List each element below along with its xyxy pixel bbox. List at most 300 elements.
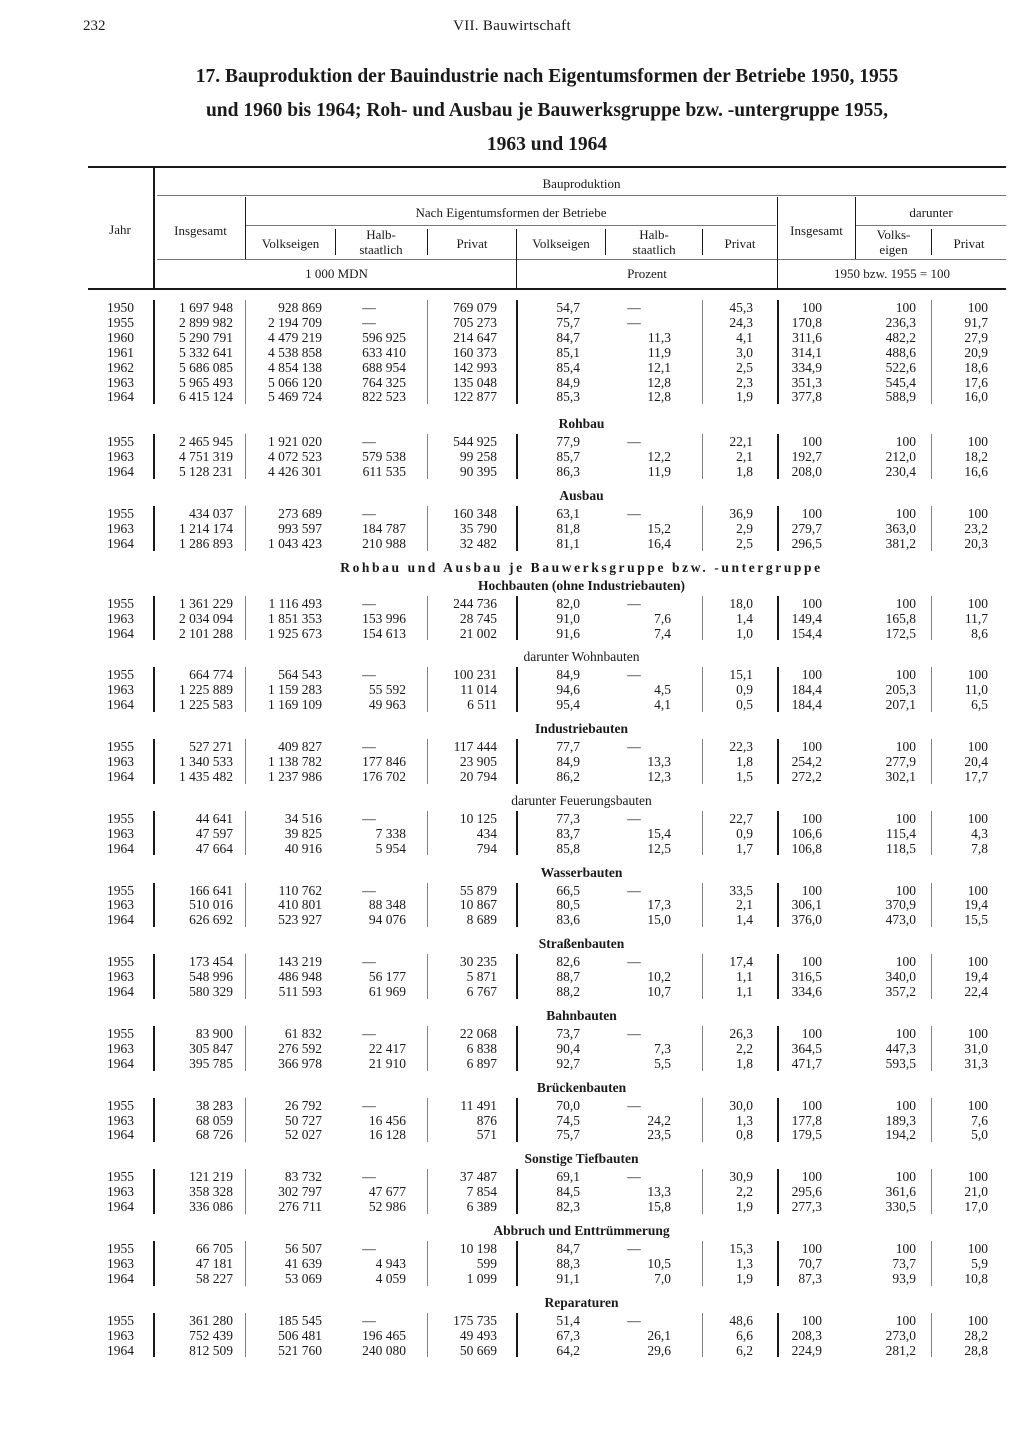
cell-year: 1955 [107,506,134,521]
cell-volkseigen-pct: 88,3 [556,1255,580,1271]
cell-halbstaatlich: 56 177 [368,969,406,985]
cell-volkseigen: 4 426 301 [268,464,322,480]
cell-privat-pct: 30,9 [729,1169,753,1185]
cell-privat: 244 736 [453,595,497,611]
section-title: darunter Wohnbauten [523,649,640,665]
cell-privat: 6 897 [466,1055,497,1071]
cell-halbstaatlich: — [362,739,376,755]
cell-halbstaatlich-pct: 7,4 [654,625,671,641]
cell-insgesamt-index: 106,8 [791,840,822,856]
cell-privat: 175 735 [453,1312,497,1328]
cell-halbstaatlich-pct: 12,3 [647,768,671,784]
cell-halbstaatlich: — [362,882,376,898]
cell-halbstaatlich-pct: 4,1 [654,697,671,713]
cell-privat: 6 838 [466,1040,497,1056]
cell-privat: 876 [476,1112,497,1128]
bauproduktion-underline [157,195,1006,196]
cell-insgesamt-index: 170,8 [791,314,822,330]
column-bar [777,667,779,712]
halbstaatlich-pct-line-2: staatlich [632,242,676,257]
cell-halbstaatlich: — [362,667,376,683]
cell-volkseigen-pct: 82,3 [556,1199,580,1215]
cell-insgesamt-index: 100 [801,1241,822,1256]
cell-insgesamt-index: 100 [801,1025,822,1041]
cell-privat-index: 10,8 [964,1270,988,1286]
cell-volkseigen: 2 194 709 [268,314,322,330]
cell-year: 1963 [107,825,134,841]
cell-privat: 117 444 [453,739,497,755]
cell-volkseigen: 523 927 [278,912,322,928]
cell-insgesamt-index: 316,5 [791,969,822,985]
cell-volkseigen-pct: 66,5 [556,882,580,898]
cell-privat-pct: 22,3 [729,739,753,755]
cell-insgesamt: 47 597 [195,825,233,841]
cell-volkseigen: 185 545 [278,1312,322,1328]
cell-insgesamt: 548 996 [189,969,233,985]
cell-volkseigen-index: 330,5 [885,1199,916,1215]
cell-halbstaatlich: 94 076 [368,912,406,928]
cell-halbstaatlich-pct: — [627,300,641,315]
cell-halbstaatlich-pct: 7,0 [654,1270,671,1286]
cell-halbstaatlich-pct: — [627,1241,641,1256]
cell-insgesamt-index: 100 [801,954,822,970]
column-bar [427,434,428,479]
column-bar [702,1241,703,1286]
section-title: Brückenbauten [536,1079,627,1095]
cell-halbstaatlich: — [362,1169,376,1185]
cell-halbstaatlich: 22 417 [368,1040,406,1056]
col-header-insgesamt-index: Insgesamt [790,223,843,238]
cell-privat-pct: 2,3 [736,374,753,390]
cell-privat-pct: 1,1 [736,984,753,999]
column-bar [777,300,779,404]
cell-privat-index: 19,4 [964,969,988,985]
cell-insgesamt-index: 377,8 [791,389,822,405]
cell-privat: 135 048 [453,374,497,390]
column-bar [931,739,932,784]
cell-halbstaatlich-pct: — [627,434,641,450]
column-bar [516,883,518,928]
halbstaatlich-line-2: staatlich [359,242,403,257]
cell-volkseigen-index: 100 [895,1241,916,1256]
column-bar [516,506,518,551]
cell-year: 1955 [107,810,134,826]
cell-year: 1964 [107,625,134,641]
cell-volkseigen-pct: 73,7 [556,1025,580,1041]
column-bar [245,596,246,641]
cell-privat-index: 100 [967,1241,988,1256]
column-bar [516,300,518,404]
cell-year: 1955 [107,882,134,898]
cell-privat: 37 487 [459,1169,497,1185]
cell-insgesamt-index: 279,7 [791,520,822,536]
column-bar [153,1169,155,1214]
cell-year: 1955 [107,314,134,330]
cell-year: 1955 [107,739,134,755]
cell-insgesamt: 1 286 893 [179,535,233,551]
column-bar [702,596,703,641]
cell-year: 1955 [107,595,134,611]
cell-year: 1963 [107,1255,134,1271]
cell-halbstaatlich-pct: — [627,882,641,898]
cell-volkseigen: 41 639 [284,1255,322,1271]
column-bar [516,1026,518,1071]
column-bar [245,1241,246,1286]
column-bar [516,1241,518,1286]
cell-privat: 99 258 [459,449,497,465]
cell-insgesamt: 166 641 [189,882,233,898]
cell-volkseigen: 273 689 [278,506,322,521]
cell-insgesamt-index: 334,9 [791,359,822,375]
column-bar [702,1098,703,1143]
cell-halbstaatlich: 4 059 [375,1270,406,1286]
cell-halbstaatlich-pct: — [627,810,641,826]
column-bar [427,667,428,712]
cell-year: 1964 [107,768,134,784]
cell-year: 1963 [107,969,134,985]
cell-halbstaatlich: 688 954 [362,359,406,375]
cell-privat-pct: 1,9 [736,1199,753,1215]
column-bar [516,1169,518,1214]
cell-volkseigen: 5 469 724 [268,389,322,405]
halbstaatlich-line-1: Halb- [366,227,396,242]
cell-privat-index: 100 [967,595,988,611]
cell-privat: 122 877 [453,389,497,405]
cell-volkseigen: 276 592 [278,1040,322,1056]
cell-privat-index: 100 [967,1097,988,1113]
cell-volkseigen-pct: 84,7 [556,329,580,345]
cell-volkseigen-index: 488,6 [885,344,916,360]
cell-year: 1964 [107,1270,134,1286]
cell-volkseigen-index: 340,0 [885,969,916,985]
cell-year: 1964 [107,464,134,480]
cell-volkseigen-index: 172,5 [885,625,916,641]
column-bar [245,506,246,551]
cell-year: 1963 [107,449,134,465]
column-bar [702,811,703,856]
cell-year: 1955 [107,1097,134,1113]
cell-privat-pct: 18,0 [729,595,753,611]
cell-volkseigen: 276 711 [278,1199,322,1215]
cell-halbstaatlich-pct: — [627,739,641,755]
column-bar [931,506,932,551]
cell-insgesamt-index: 100 [801,667,822,683]
column-bar [427,1098,428,1143]
cell-halbstaatlich-pct: 16,4 [647,535,671,551]
column-bar [245,883,246,928]
col-header-volkseigen-pct: Volkseigen [532,236,590,251]
cell-insgesamt-index: 295,6 [791,1184,822,1200]
cell-volkseigen-index: 100 [895,1097,916,1113]
cell-insgesamt-index: 208,3 [791,1327,822,1343]
col-header-privat-pct: Privat [724,236,756,251]
cell-year: 1964 [107,535,134,551]
cell-insgesamt: 47 664 [195,840,233,856]
column-bar [777,1026,779,1071]
cell-halbstaatlich: 52 986 [368,1199,406,1215]
column-bar [931,1169,932,1214]
column-bar [153,506,155,551]
cell-insgesamt-index: 149,4 [791,610,822,626]
cell-insgesamt-index: 100 [801,300,822,315]
cell-volkseigen: 1 159 283 [268,682,322,698]
cell-volkseigen-pct: 91,6 [556,625,580,641]
cell-year: 1963 [107,610,134,626]
cell-volkseigen-index: 370,9 [885,897,916,913]
cell-volkseigen-index: 165,8 [885,610,916,626]
cell-year: 1963 [107,520,134,536]
cell-year: 1955 [107,434,134,450]
cell-insgesamt: 1 214 174 [179,520,233,536]
column-bar [245,667,246,712]
cell-volkseigen-index: 522,6 [885,359,916,375]
cell-privat-pct: 1,4 [736,610,753,626]
column-bar [516,667,518,712]
unit-label-index: 1950 bzw. 1955 = 100 [834,266,950,281]
cell-privat: 160 348 [453,506,497,521]
cell-year: 1955 [107,667,134,683]
cell-volkseigen-index: 473,0 [885,912,916,928]
cell-privat-index: 7,6 [971,1112,988,1128]
cell-volkseigen: 4 479 219 [268,329,322,345]
cell-volkseigen: 928 869 [278,300,322,315]
table-title-line-2: und 1960 bis 1964; Roh- und Ausbau je Bauwerksgruppe bzw. -untergruppe 1955, [205,100,889,121]
column-bar [153,1098,155,1143]
column-bar [153,811,155,856]
cell-volkseigen: 409 827 [278,739,322,755]
cell-volkseigen-pct: 85,4 [556,359,580,375]
cell-insgesamt-index: 100 [801,506,822,521]
cell-privat: 22 068 [459,1025,497,1041]
cell-privat-index: 18,6 [964,359,988,375]
cell-volkseigen-index: 482,2 [885,329,916,345]
cell-volkseigen: 61 832 [284,1025,322,1041]
column-bar [777,739,779,784]
cell-privat: 8 689 [466,912,497,928]
cell-insgesamt-index: 154,4 [791,625,822,641]
cell-privat-index: 21,0 [964,1184,988,1200]
cell-volkseigen-pct: 94,6 [556,682,580,698]
cell-halbstaatlich: — [362,1241,376,1256]
cell-privat-pct: 2,9 [736,520,753,536]
cell-insgesamt: 1 225 583 [179,697,233,713]
col-header-nach-eigentumsformen: Nach Eigentumsformen der Betriebe [415,205,607,220]
cell-insgesamt-index: 100 [801,1312,822,1328]
cell-volkseigen: 1 169 109 [268,697,322,713]
cell-volkseigen: 486 948 [278,969,322,985]
cell-halbstaatlich-pct: — [627,314,641,330]
section-title: Rohbau und Ausbau je Bauwerksgruppe bzw. -untergruppe [340,559,823,575]
cell-insgesamt: 2 101 288 [179,625,233,641]
cell-volkseigen: 1 237 986 [268,768,322,784]
cell-volkseigen-pct: 83,7 [556,825,580,841]
cell-year: 1955 [107,1241,134,1256]
cell-privat-pct: 36,9 [729,506,753,521]
cell-halbstaatlich: 47 677 [368,1184,406,1200]
cell-privat-index: 15,5 [964,912,988,928]
cell-year: 1963 [107,374,134,390]
cell-privat-pct: 45,3 [729,300,753,315]
cell-insgesamt: 510 016 [189,897,233,913]
column-bar [702,300,703,404]
cell-volkseigen: 521 760 [278,1342,322,1358]
cell-privat-pct: 1,1 [736,969,753,985]
cell-halbstaatlich-pct: — [627,595,641,611]
cell-volkseigen: 4 072 523 [268,449,322,465]
column-bar [427,883,428,928]
cell-volkseigen-index: 100 [895,300,916,315]
cell-volkseigen-index: 273,0 [885,1327,916,1343]
cell-privat: 30 235 [459,954,497,970]
cell-year: 1962 [107,359,134,375]
cell-volkseigen: 366 978 [278,1055,322,1071]
cell-halbstaatlich: 596 925 [362,329,406,345]
cell-year: 1961 [107,344,134,360]
column-bar [153,1241,155,1286]
cell-volkseigen-pct: 92,7 [556,1055,580,1071]
cell-privat-index: 100 [967,506,988,521]
cell-year: 1955 [107,1312,134,1328]
cell-insgesamt-index: 296,5 [791,535,822,551]
cell-volkseigen-index: 100 [895,810,916,826]
cell-insgesamt: 1 225 889 [179,682,233,698]
cell-privat-pct: 1,4 [736,912,753,928]
cell-insgesamt-index: 70,7 [798,1255,822,1271]
cell-privat: 49 493 [459,1327,497,1343]
column-bar [245,811,246,856]
cell-volkseigen: 511 593 [278,984,322,999]
cell-insgesamt-index: 254,2 [791,754,822,769]
cell-privat: 571 [476,1127,497,1143]
cell-volkseigen: 506 481 [278,1327,322,1343]
cell-volkseigen-index: 277,9 [885,754,916,769]
cell-insgesamt: 358 328 [189,1184,233,1200]
cell-halbstaatlich-pct: — [627,506,641,521]
cell-volkseigen-pct: 64,2 [556,1342,580,1358]
cell-privat-index: 11,7 [964,610,988,626]
cell-halbstaatlich-pct: 11,9 [647,464,671,480]
cell-halbstaatlich-pct: 12,2 [647,449,671,465]
cell-insgesamt-index: 334,6 [791,984,822,999]
cell-year: 1955 [107,1169,134,1185]
cell-year: 1963 [107,897,134,913]
cell-privat-pct: 17,4 [729,954,753,970]
cell-privat-index: 6,5 [971,697,988,713]
cell-volkseigen: 40 916 [284,840,322,856]
cell-halbstaatlich: 55 592 [368,682,406,698]
volkseigen-index-line-2: eigen [879,242,908,257]
cell-volkseigen-index: 100 [895,1025,916,1041]
cell-volkseigen-index: 100 [895,739,916,755]
cell-halbstaatlich-pct: 12,8 [647,389,671,405]
cell-year: 1964 [107,697,134,713]
cell-privat-index: 8,6 [971,625,988,641]
col-header-halbstaatlich [336,227,426,257]
cell-insgesamt-index: 376,0 [791,912,822,928]
cell-privat-index: 100 [967,882,988,898]
column-bar [245,434,246,479]
cell-insgesamt: 2 034 094 [179,610,233,626]
cell-privat: 7 854 [466,1184,497,1200]
cell-privat: 10 867 [459,897,497,913]
cell-privat-index: 100 [967,434,988,450]
column-bar [153,1026,155,1071]
cell-insgesamt-index: 184,4 [791,682,822,698]
cell-volkseigen-pct: 88,2 [556,984,580,999]
cell-year: 1964 [107,1342,134,1358]
column-bar [702,506,703,551]
cell-year: 1964 [107,912,134,928]
column-bar [931,434,932,479]
cell-privat-pct: 15,3 [729,1241,753,1256]
cell-privat: 28 745 [459,610,497,626]
cell-volkseigen: 993 597 [278,520,322,536]
column-bar [516,596,518,641]
cell-privat-pct: 2,5 [736,359,753,375]
column-bar [516,954,518,999]
cell-insgesamt-index: 364,5 [791,1040,822,1056]
cell-insgesamt-index: 277,3 [791,1199,822,1215]
cell-privat-pct: 0,9 [736,825,753,841]
cell-privat-index: 17,7 [964,768,988,784]
col-header-privat-index: Privat [953,236,985,251]
cell-volkseigen: 26 792 [284,1097,322,1113]
cell-privat: 50 669 [459,1342,497,1358]
column-bar [702,739,703,784]
cell-halbstaatlich: — [362,1025,376,1041]
table-title-line-1: 17. Bauproduktion der Bauindustrie nach Eigentumsformen der Betriebe 1950, 1955 [195,66,899,87]
cell-volkseigen: 39 825 [284,825,322,841]
column-bar [427,811,428,856]
cell-privat: 90 395 [459,464,497,480]
cell-volkseigen-index: 212,0 [885,449,916,465]
cell-halbstaatlich: — [362,300,376,315]
cell-privat-pct: 2,1 [736,449,753,465]
cell-privat-index: 4,3 [971,825,988,841]
eigentum-underline [246,225,776,226]
cell-volkseigen-pct: 84,5 [556,1184,580,1200]
column-bar [427,1313,428,1358]
cell-insgesamt-index: 87,3 [798,1270,822,1286]
cell-halbstaatlich: 88 348 [368,897,406,913]
cell-halbstaatlich: — [362,1097,376,1113]
cell-volkseigen-pct: 85,8 [556,840,580,856]
cell-volkseigen-index: 230,4 [885,464,916,480]
cell-privat-index: 100 [967,1025,988,1041]
cell-halbstaatlich-pct: 11,3 [647,329,671,345]
cell-year: 1963 [107,1327,134,1343]
cell-privat-index: 28,8 [964,1342,988,1358]
cell-privat-index: 28,2 [964,1327,988,1343]
cell-insgesamt: 47 181 [195,1255,233,1271]
section-subtitle: Hochbauten (ohne Industriebauten) [477,577,686,593]
cell-privat-index: 100 [967,300,988,315]
unit-label-prozent: Prozent [627,266,667,281]
cell-volkseigen-pct: 83,6 [556,912,580,928]
column-bar [153,596,155,641]
cell-insgesamt: 5 686 085 [179,359,233,375]
cell-insgesamt: 44 641 [195,810,233,826]
cell-volkseigen: 1 116 493 [268,595,322,611]
cell-volkseigen-index: 207,1 [885,697,916,713]
column-bar [245,1098,246,1143]
cell-volkseigen-index: 100 [895,506,916,521]
column-bar [777,1098,779,1143]
column-bar [245,739,246,784]
cell-privat-index: 16,6 [964,464,988,480]
col-header-insgesamt: Insgesamt [174,223,227,238]
cell-volkseigen-pct: 85,1 [556,344,580,360]
